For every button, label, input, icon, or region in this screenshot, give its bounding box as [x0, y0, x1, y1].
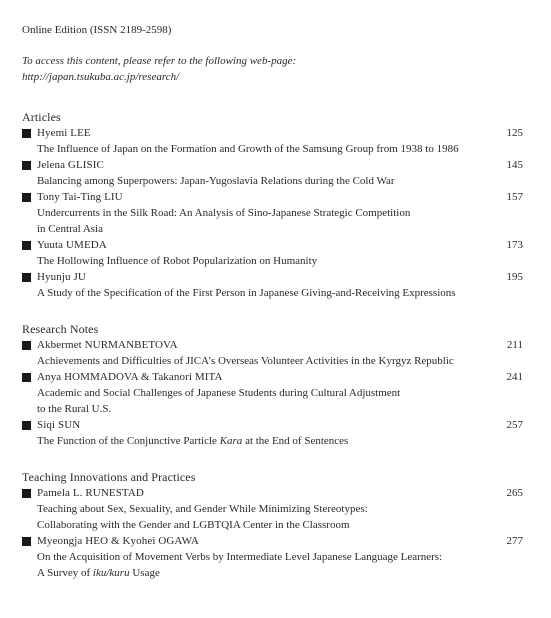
square-bullet-icon — [22, 193, 31, 202]
entry-title-line: to the Rural U.S. — [37, 403, 112, 415]
entry-header — [22, 157, 523, 173]
entry-title-line — [22, 433, 523, 449]
entry-author: Pamela L. RUNESTAD — [37, 487, 144, 499]
entry-title-line: The Hollowing Influence of Robot Popularization on Humanity — [37, 255, 318, 267]
entry-page-number: 145 — [506, 159, 523, 171]
section-title: Teaching Innovations and Practices — [22, 470, 196, 484]
entry-author: Tony Tai-Ting LIU — [37, 191, 123, 203]
entry-title-italic-term: iku/kuru — [92, 567, 130, 579]
entry-title-line: Teaching about Sex, Sexuality, and Gender While Minimizing Stereotypes: — [37, 503, 368, 515]
entry-page-number: 195 — [506, 271, 523, 283]
entry-title-line: Balancing among Superpowers: Japan-Yugoslavia Relations during the Cold War — [37, 175, 395, 187]
entry-page-number: 211 — [506, 339, 523, 351]
entry-page-number: 241 — [506, 371, 523, 383]
entry-page-number: 125 — [506, 127, 523, 139]
entry-title-text: A Survey of — [37, 567, 93, 579]
entry-page-number: 277 — [506, 535, 523, 547]
entry-title-line: Collaborating with the Gender and LGBTQIA Center in the Classroom — [37, 519, 350, 531]
entry-author: Hyunju JU — [37, 271, 86, 283]
entry-title-line: On the Acquisition of Movement Verbs by Intermediate Level Japanese Language Learners: — [37, 551, 443, 563]
edition-issn: Online Edition (ISSN 2189-2598) — [22, 24, 172, 36]
entry-title-line: A Study of the Specification of the First Person in Japanese Giving-and-Receiving Expressions — [37, 287, 456, 299]
entry-title-line: Undercurrents in the Silk Road: An Analysis of Sino-Japanese Strategic Competition — [37, 207, 411, 219]
entry-author: Myeongja HEO & Kyohei OGAWA — [37, 535, 199, 547]
toc-entry[interactable] — [22, 485, 523, 533]
entry-page-number: 257 — [506, 419, 523, 431]
square-bullet-icon — [22, 129, 31, 138]
entry-title-line: The Influence of Japan on the Formation and Growth of the Samsung Group from 1938 to 1986 — [37, 143, 459, 155]
square-bullet-icon — [22, 537, 31, 546]
square-bullet-icon — [22, 273, 31, 282]
toc-entry[interactable] — [22, 157, 523, 189]
entry-page-number: 173 — [506, 239, 523, 251]
access-instruction: To access this content, please refer to the following web-page: — [22, 55, 297, 67]
access-url[interactable]: http://japan.tsukuba.ac.jp/research/ — [22, 71, 180, 83]
square-bullet-icon — [22, 373, 31, 382]
entry-title-text: The Function of the Conjunctive Particle — [37, 435, 220, 447]
entry-author: Anya HOMMADOVA & Takanori MITA — [37, 371, 223, 383]
entry-author: Siqi SUN — [37, 419, 81, 431]
toc-entry[interactable] — [22, 417, 523, 449]
toc-entry[interactable] — [22, 533, 523, 581]
toc-entry[interactable] — [22, 369, 523, 417]
access-note — [22, 53, 523, 85]
entry-title-line: Achievements and Difficulties of JICA’s Overseas Volunteer Activities in the Kyrgyz Republic — [37, 355, 454, 367]
entry-title-text: Usage — [129, 567, 160, 579]
entry-header — [22, 189, 523, 205]
entry-header — [22, 237, 523, 253]
entry-title-line: Academic and Social Challenges of Japanese Students during Cultural Adjustment — [37, 387, 401, 399]
entry-header — [22, 125, 523, 141]
square-bullet-icon — [22, 489, 31, 498]
entry-page-number: 265 — [506, 487, 523, 499]
section-title: Research Notes — [22, 322, 99, 336]
entry-header — [22, 337, 523, 353]
entry-header — [22, 369, 523, 385]
entry-author: Hyemi LEE — [37, 127, 91, 139]
entry-title-line: in Central Asia — [37, 223, 103, 235]
toc-entry[interactable] — [22, 337, 523, 369]
entry-title-text: at the End of Sentences — [242, 435, 349, 447]
toc-entry[interactable] — [22, 237, 523, 269]
entry-header — [22, 485, 523, 501]
entry-page-number: 157 — [506, 191, 523, 203]
table-of-contents — [22, 109, 523, 581]
toc-entry[interactable] — [22, 189, 523, 237]
square-bullet-icon — [22, 421, 31, 430]
entry-title-line — [22, 565, 523, 581]
entry-header — [22, 269, 523, 285]
section-title: Articles — [22, 110, 61, 124]
toc-entry[interactable] — [22, 269, 523, 301]
square-bullet-icon — [22, 161, 31, 170]
entry-title-italic-term: Kara — [219, 435, 243, 447]
entry-author: Akbermet NURMANBETOVA — [37, 339, 178, 351]
square-bullet-icon — [22, 241, 31, 250]
entry-author: Yuuta UMEDA — [37, 239, 107, 251]
square-bullet-icon — [22, 341, 31, 350]
entry-author: Jelena GLISIC — [37, 159, 104, 171]
entry-header — [22, 417, 523, 433]
toc-entry[interactable] — [22, 125, 523, 157]
entry-header — [22, 533, 523, 549]
